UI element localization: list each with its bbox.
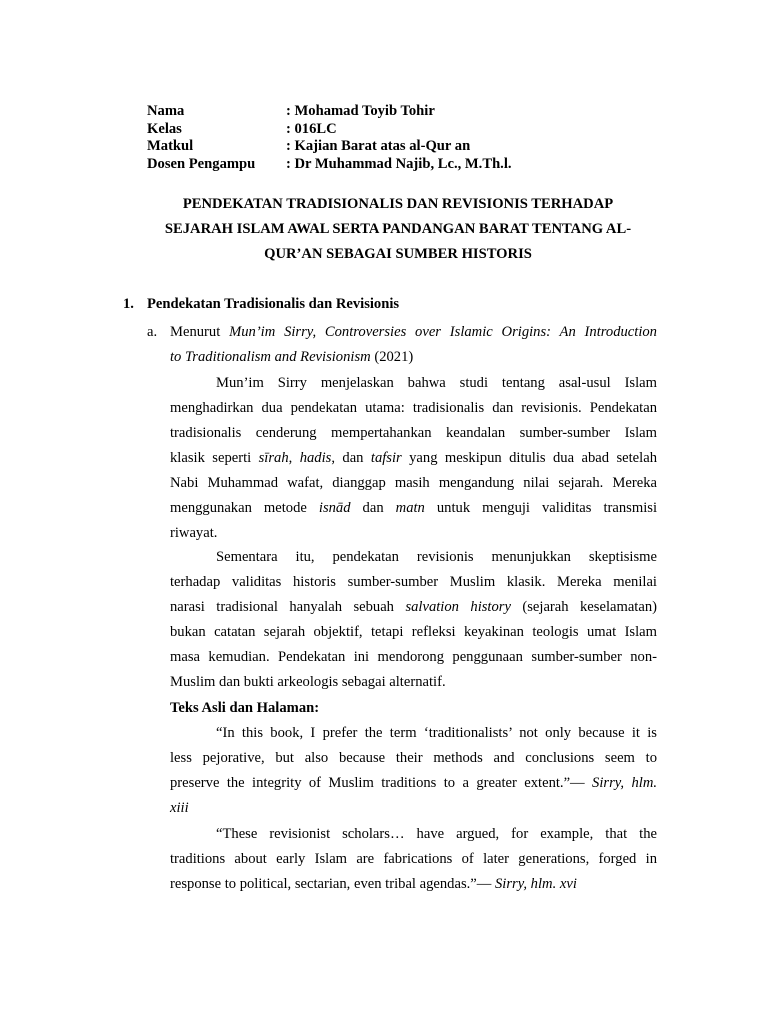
source-title: Mun’im Sirry, Controversies over Islamic Origins: An Introduction [229,324,657,340]
text-line: menggunakan metode isnād dan matn untuk menguji validitas transmisi [170,500,657,516]
info-row-matkul [147,138,512,156]
info-value: : Dr Muhammad Najib, Lc., M.Th.l. [286,155,512,172]
text-line: less pejorative, but also because their methods and conclusions seem to [170,750,657,766]
teks-asli-heading: Teks Asli dan Halaman: [170,700,320,716]
student-info-block [147,103,512,173]
section-heading [123,294,399,314]
text-line: response to political, sectarian, even tribal agendas.”— Sirry, hlm. xvi [170,876,577,892]
text-line: Muslim dan bukti arkeologis sebagai alternatif. [170,674,446,690]
text-line: klasik seperti sīrah, hadis, dan tafsir yang meskipun ditulis dua abad setelah [170,450,657,466]
info-label: Dosen Pengampu [147,155,256,172]
text-line: masa kemudian. Pendekatan ini mendorong penggunaan sumber-sumber non- [170,649,657,665]
title-line: PENDEKATAN TRADISIONALIS DAN REVISIONIS TERHADAP [182,196,614,212]
info-row-nama [147,103,512,121]
text-line: tradisionalis cenderung mempertahankan keandalan sumber-sumber Islam [170,425,657,441]
list-marker: a. [147,324,158,340]
text-line: Sementara itu, pendekatan revisionis menunjukkan skeptisisme [216,549,657,565]
info-row-dosen [147,156,512,174]
text-line: riwayat. [170,525,218,541]
quote-1 [170,721,657,821]
quote-citation: xiii [170,800,189,816]
info-value: : Mohamad Toyib Tohir [286,103,435,119]
document-title [130,192,666,267]
info-value: : Kajian Barat atas al-Qur an [286,138,471,154]
section-title: Pendekatan Tradisionalis dan Revisionis [147,296,400,312]
section-number: 1. [123,296,134,312]
text-line: bukan catatan sejarah objektif, tetapi refleksi keyakinan teologis umat Islam [170,624,657,640]
text-line: preserve the integrity of Muslim traditions to a greater extent.”— Sirry, hlm. [170,775,658,791]
title-line: SEJARAH ISLAM AWAL SERTA PANDANGAN BARAT TENTANG AL- [164,221,632,237]
info-row-kelas [147,121,512,139]
text-line: traditions about early Islam are fabrications of later generations, forged in [170,851,657,867]
title-line: QUR’AN SEBAGAI SUMBER HISTORIS [264,246,532,262]
source-title-cont: to Traditionalism and Revisionism [170,349,371,365]
paragraph-1 [170,371,657,546]
info-value: : 016LC [286,120,337,137]
info-label: Matkul [147,138,194,154]
text-line: “In this book, I prefer the term ‘traditionalists’ not only because it is [216,725,657,741]
quote-citation: Sirry, hlm. [592,775,658,791]
list-item-a [147,320,657,370]
text-line: Mun’im Sirry menjelaskan bahwa studi tentang asal-usul Islam [216,375,657,391]
paragraph-2 [170,545,657,695]
quote-citation: Sirry, hlm. xvi [495,876,577,892]
text-line: terhadap validitas historis sumber-sumber Muslim klasik. Mereka menilai [170,574,657,590]
text-line: menghadirkan dua pendekatan utama: tradisionalis dan revisionis. Pendekatan [170,400,657,416]
text-line: “These revisionist scholars… have argued, for example, that the [216,826,657,842]
text-line [170,796,657,821]
citation-prefix: Menurut [170,324,230,340]
text-line: Nabi Muhammad wafat, dianggap masih mengandung nilai sejarah. Mereka [170,475,657,491]
text-line: narasi tradisional hanyalah sebuah salvation history (sejarah keselamatan) [170,599,657,615]
quote-2 [170,822,657,897]
source-year: (2021) [370,349,414,365]
info-label: Nama [147,103,185,119]
source-citation [170,320,657,370]
info-label: Kelas [147,120,182,137]
